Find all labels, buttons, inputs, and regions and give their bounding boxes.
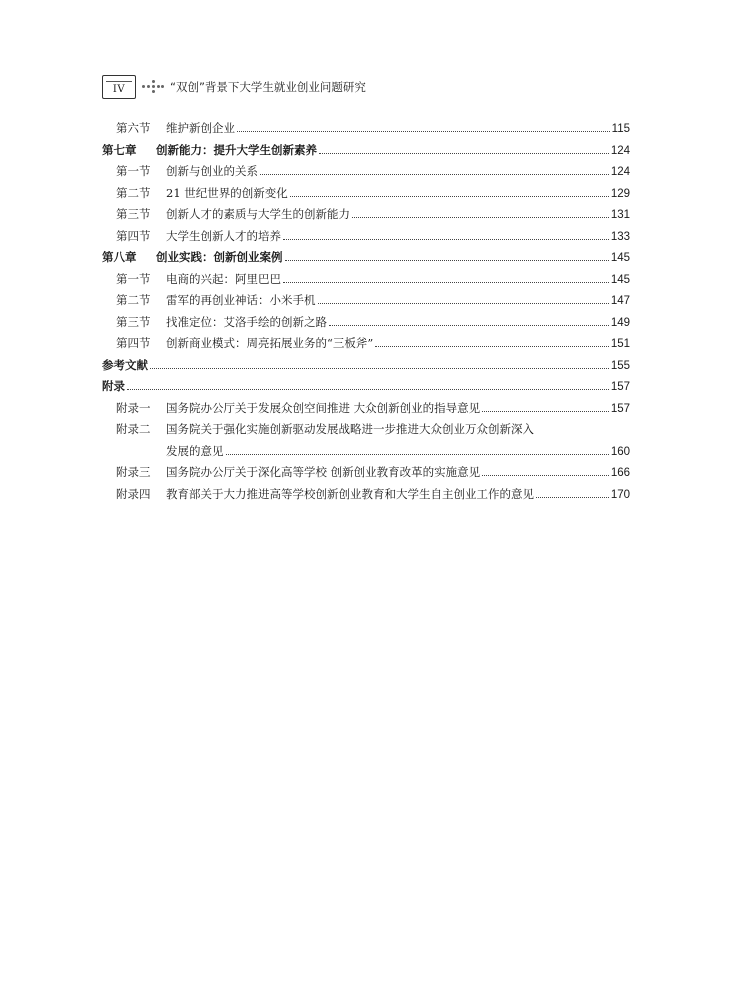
toc-entry-label: 第四节: [116, 336, 151, 350]
dot-leader: [536, 497, 609, 498]
toc-section-entry[interactable]: [102, 462, 630, 484]
dot-leader: [150, 368, 609, 369]
dot-leader: [260, 174, 609, 175]
toc-page-number: 145: [610, 273, 630, 286]
dot-leader: [237, 131, 610, 132]
toc-entry-title: 创新能力：提升大学生创新素养: [156, 142, 317, 157]
running-header: [102, 74, 366, 100]
toc-entry-label: 附录三: [116, 465, 151, 479]
toc-entry-label: 第八章: [102, 250, 137, 264]
toc-section-entry[interactable]: [102, 484, 630, 506]
toc-section-entry[interactable]: [102, 398, 630, 420]
dot-leader: [283, 239, 609, 240]
toc-page-number: 124: [610, 166, 630, 178]
toc-section-entry[interactable]: [102, 312, 630, 334]
toc-chapter-entry[interactable]: [102, 355, 630, 377]
toc-entry-label: 第六节: [116, 121, 151, 135]
toc-entry-title: 21 世纪世界的创新变化: [166, 185, 288, 200]
toc-page-number: 157: [610, 381, 630, 393]
toc-entry-label: 第四节: [116, 228, 151, 243]
toc-entry-title: 参考文献: [102, 357, 148, 372]
toc-entry-label: 第二节: [116, 293, 151, 307]
toc-section-entry[interactable]: [102, 226, 630, 248]
toc-section-entry[interactable]: [102, 290, 630, 312]
toc-section-entry[interactable]: [102, 183, 630, 205]
toc-entry-title: 雷军的再创业神话：小米手机: [166, 293, 316, 307]
toc-page-number: 115: [611, 123, 630, 135]
toc-entry-label: 附录二: [116, 422, 151, 436]
toc-page-number: 133: [610, 230, 630, 243]
toc-chapter-entry[interactable]: [102, 247, 630, 269]
toc-section-entry[interactable]: [102, 269, 630, 291]
toc-entry-title: 教育部关于大力推进高等学校创新创业教育和大学生自主创业工作的意见: [166, 486, 534, 501]
toc-page-number: 157: [610, 402, 630, 415]
table-of-contents: [102, 118, 630, 505]
toc-chapter-entry[interactable]: [102, 376, 630, 398]
open-book-icon: [102, 75, 136, 99]
toc-entry-label: 第三节: [116, 314, 151, 329]
dot-leader: [482, 475, 609, 476]
toc-entry-title: 创业实践：创新创业案例: [156, 250, 283, 264]
toc-page-number: 170: [610, 488, 630, 501]
toc-page-number: 131: [610, 209, 630, 221]
toc-entry-title: 创新人才的素质与大学生的创新能力: [166, 207, 350, 221]
toc-page-number: 129: [610, 187, 630, 200]
toc-page-number: 145: [610, 252, 630, 264]
page-number-roman: IV: [112, 83, 126, 95]
toc-entry-label: 附录四: [116, 486, 151, 501]
toc-page-number: 155: [610, 359, 630, 372]
dots-ornament-icon: [142, 78, 164, 96]
dot-leader: [283, 282, 609, 283]
toc-entry-title: 电商的兴起：阿里巴巴: [166, 271, 281, 286]
toc-entry-label: 附录一: [116, 400, 151, 415]
toc-entry-title: 维护新创企业: [166, 121, 235, 135]
toc-entry-label: 第二节: [116, 185, 151, 200]
dot-leader: [375, 346, 609, 347]
toc-entry-title: 创新与创业的关系: [166, 164, 258, 178]
dot-leader: [226, 454, 609, 455]
dot-leader: [318, 303, 609, 304]
toc-chapter-entry[interactable]: [102, 140, 630, 162]
toc-entry-title: 创新商业模式：周亮拓展业务的“三板斧”: [166, 336, 374, 350]
dot-leader: [319, 153, 609, 154]
toc-entry-title: 大学生创新人才的培养: [166, 228, 281, 243]
dot-leader: [127, 389, 609, 390]
toc-entry-label: 第一节: [116, 271, 151, 286]
toc-section-entry[interactable]: [102, 118, 630, 140]
dot-leader: [482, 411, 609, 412]
toc-page-number: 166: [610, 467, 630, 479]
toc-entry-title: 找准定位：艾洛手绘的创新之路: [166, 314, 327, 329]
toc-page-number: 124: [610, 144, 630, 157]
toc-section-entry[interactable]: [102, 204, 630, 226]
toc-entry-label: 第七章: [102, 142, 137, 157]
toc-entry-label: 第一节: [116, 164, 151, 178]
toc-section-entry[interactable]: [102, 419, 630, 441]
toc-entry-title: 国务院关于强化实施创新驱动发展战略进一步推进大众创业万众创新深入: [166, 422, 534, 436]
dot-leader: [352, 217, 609, 218]
running-title: “双创”背景下大学生就业创业问题研究: [170, 80, 366, 94]
toc-entry-title: 国务院办公厅关于深化高等学校 创新创业教育改革的实施意见: [166, 465, 481, 479]
toc-section-entry[interactable]: [102, 333, 630, 355]
toc-entry-title: 国务院办公厅关于发展众创空间推进 大众创新创业的指导意见: [166, 400, 481, 415]
toc-section-entry[interactable]: [102, 161, 630, 183]
toc-page-number: 147: [610, 295, 630, 307]
toc-entry-title: 附录: [102, 379, 125, 393]
dot-leader: [329, 325, 609, 326]
toc-page-number: 160: [610, 445, 630, 458]
toc-page-number: 151: [610, 338, 630, 350]
dot-leader: [290, 196, 609, 197]
toc-entry-label: 第三节: [116, 207, 151, 221]
dot-leader: [285, 260, 609, 261]
toc-entry-title: 发展的意见: [166, 443, 224, 458]
toc-section-entry[interactable]: [102, 441, 630, 463]
toc-page-number: 149: [610, 316, 630, 329]
